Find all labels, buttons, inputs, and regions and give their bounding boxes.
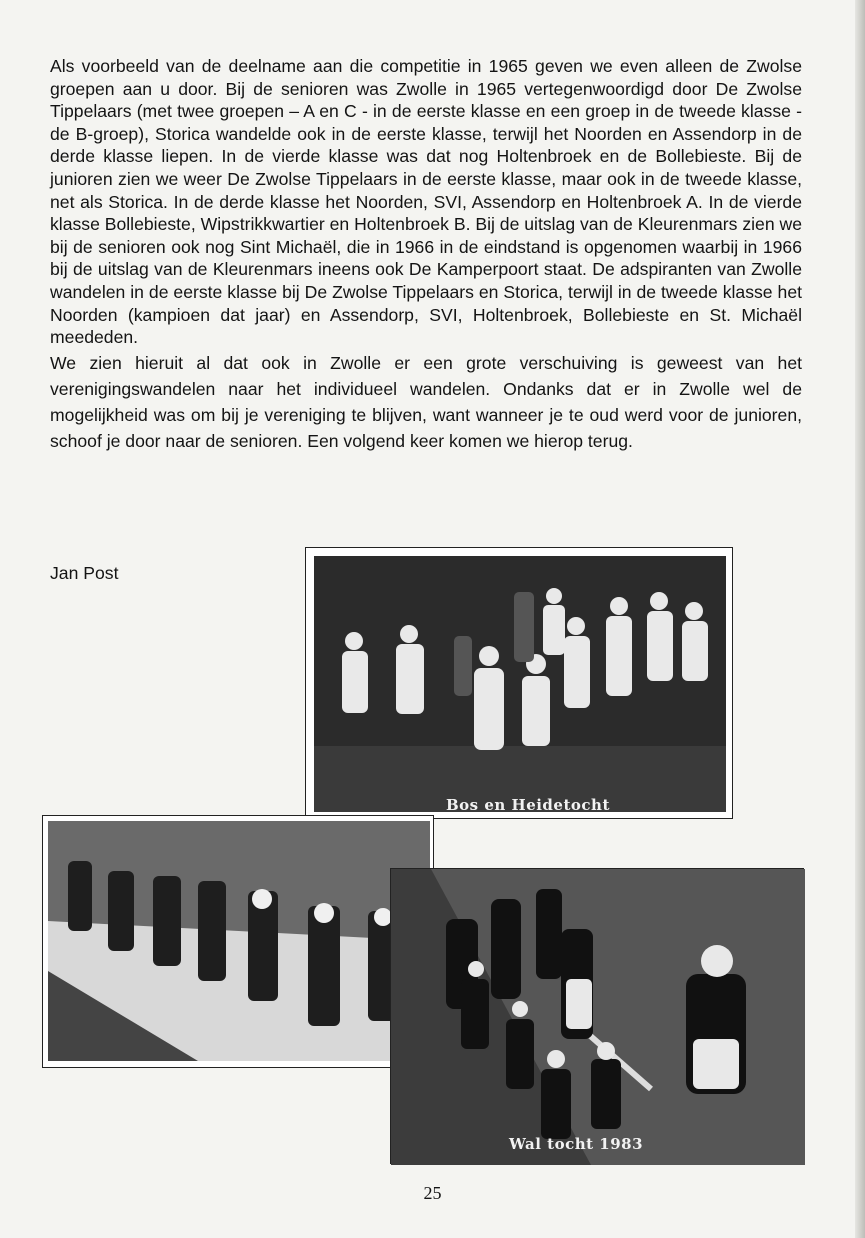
paragraph-2: We zien hieruit al dat ook in Zwolle er een grote verschuiving is geweest van het verenigingswandelen naar het individueel wandelen. Ondanks dat er in Zwolle wel de mogelijkheid was om bij je vereniging te blijven, want wanneer je te oud werd voor de junioren, schoof je door naar de senioren. Een volgend keer komen we hierop terug.: [50, 352, 802, 451]
photo-bos-en-heidetocht: [305, 547, 733, 819]
photo-image: [48, 821, 430, 1061]
page-number: 25: [423, 1183, 442, 1203]
photo-caption: Bos en Heidetocht: [446, 796, 610, 814]
photo-image: [314, 556, 726, 812]
author-name: Jan Post: [50, 563, 119, 583]
photo-walkers-path: [42, 815, 434, 1068]
paragraph-1: Als voorbeeld van de deelname aan die competitie in 1965 geven we even alleen de Zwolse groepen aan u door. Bij de senioren was Zwolle in 1965 vertegenwoordigd door De Zwolse Tippelaars (met twee groepen – A en C - in de eerste klasse en een groep in de tweede klasse -de B-groep), Storica wandelde ook in de eerste klasse, terwijl het Noorden en Assendorp in de derde klasse liepen. In de vierde klasse was dat nog Holtenbroek en de Bollebieste. Bij de junioren zien we weer De Zwolse Tippelaars in de eerste klasse, maar ook in de tweede klasse, net als Storica. In de derde klasse het Noorden, SVI, Assendorp en Holtenbroek A. In de vierde klasse Bollebieste, Wipstrikkwartier en Holtenbroek B. Bij de uitslag van de Kleurenmars zien we bij de senioren ook nog Sint Michaël, die in 1966 in de eindstand is opgenomen waarbij in 1966 bij de uitslag van de Kleurenmars ineens ook De Kamperpoort staat. De adspiranten van Zwolle wandelen in de eerste klasse bij De Zwolse Tippelaars en Storica, terwijl in de tweede klasse het Noorden (kampioen dat jaar) en Assendorp, SVI, Holtenbroek, Bollebieste en St. Michaël meededen.: [50, 56, 802, 348]
article-text: [50, 55, 802, 454]
photo-caption: Wal tocht 1983: [509, 1135, 644, 1153]
page-edge: [855, 0, 865, 1238]
photo-image: [391, 869, 805, 1165]
photo-walkers-1983: [390, 868, 804, 1164]
